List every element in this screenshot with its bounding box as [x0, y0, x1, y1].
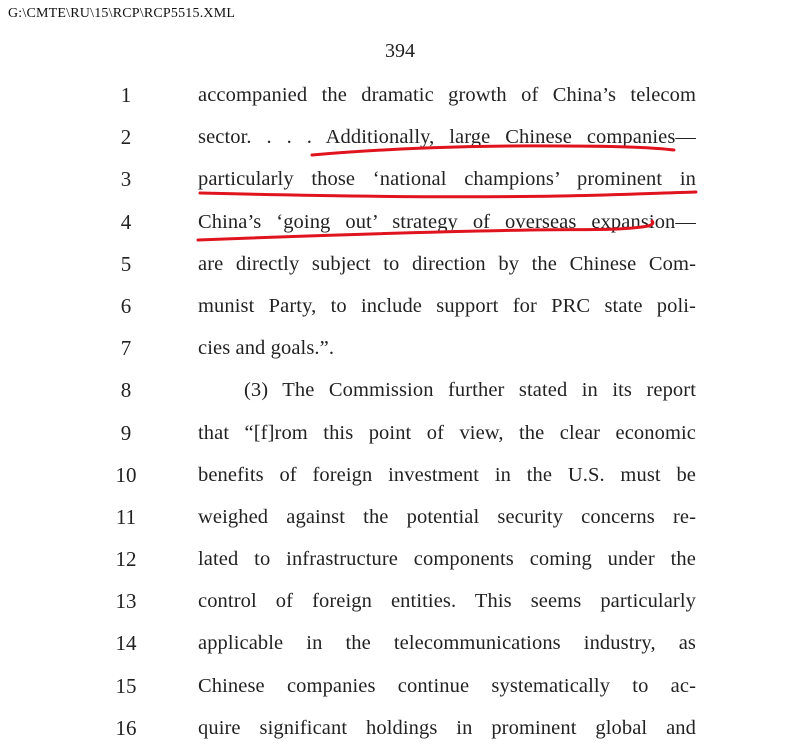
text-line: weighed against the potential security concerns re-	[198, 505, 696, 528]
line-number: 10	[115, 462, 137, 487]
text-line: that “[f]rom this point of view, the clear economic	[198, 421, 696, 444]
line-number: 6	[120, 293, 132, 318]
text-line: particularly those ‘national champions’ prominent in	[198, 168, 696, 191]
line-number: 7	[120, 336, 132, 361]
line-number: 5	[120, 251, 132, 276]
line-number-column	[96, 80, 156, 755]
line-number: 13	[115, 589, 137, 614]
line-number: 8	[120, 378, 132, 403]
text-line: cies and goals.”.	[198, 337, 335, 360]
line-number: 14	[115, 631, 137, 656]
text-line: quire significant holdings in prominent global and	[198, 716, 696, 739]
line-number: 16	[115, 715, 137, 740]
file-path: G:\CMTE\RU\15\RCP\RCP5515.XML	[8, 6, 236, 21]
line-number: 1	[120, 83, 132, 107]
text-line: munist Party, to include support for PRC state poli-	[198, 294, 696, 317]
text-line: (3) The Commission further stated in its report	[244, 379, 696, 402]
text-line: are directly subject to direction by the Chinese Com-	[198, 252, 696, 275]
document-text	[198, 80, 696, 755]
line-number: 2	[120, 125, 132, 150]
text-line: benefits of foreign investment in the U.S. must be	[198, 463, 696, 486]
line-number: 3	[120, 167, 132, 192]
text-line: control of foreign entities. This seems particularly	[198, 590, 696, 613]
line-number: 4	[120, 209, 132, 234]
text-line: accompanied the dramatic growth of China’s telecom	[198, 84, 696, 106]
line-number: 11	[115, 504, 137, 529]
line-number: 15	[115, 673, 137, 698]
text-line: applicable in the telecommunications industry, as	[198, 632, 696, 655]
text-line: lated to infrastructure components coming under the	[198, 548, 696, 571]
text-line: Chinese companies continue systematically to ac-	[198, 674, 696, 697]
page-number: 394	[385, 40, 415, 62]
text-line: China’s ‘going out’ strategy of overseas expansion—	[198, 210, 696, 233]
line-number: 9	[120, 420, 132, 445]
text-line: sector. . . . Additionally, large Chinese companies—	[198, 126, 696, 149]
line-number: 12	[115, 547, 137, 572]
